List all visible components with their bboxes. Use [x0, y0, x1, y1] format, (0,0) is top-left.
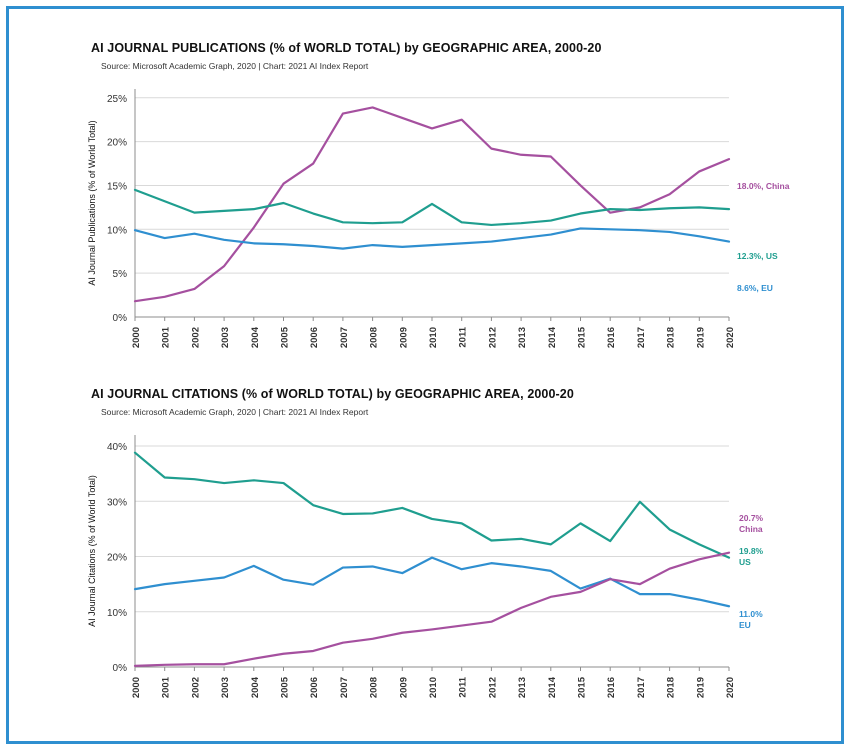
svg-text:2014: 2014	[546, 677, 558, 699]
svg-text:2019: 2019	[695, 327, 707, 349]
plot-area-citations	[13, 425, 839, 725]
svg-text:China: China	[739, 524, 763, 534]
svg-text:2019: 2019	[695, 677, 707, 699]
svg-text:2004: 2004	[249, 677, 261, 699]
svg-text:0%: 0%	[112, 313, 127, 324]
line-chart-citations	[13, 425, 839, 725]
chart-source-citations: Source: Microsoft Academic Graph, 2020 | Chart: 2021 AI Index Report	[101, 407, 369, 417]
svg-text:2016: 2016	[606, 327, 618, 349]
svg-text:2006: 2006	[309, 677, 321, 699]
svg-text:18.0%, China: 18.0%, China	[737, 181, 790, 191]
svg-text:2007: 2007	[338, 327, 350, 349]
svg-text:2017: 2017	[635, 327, 647, 349]
svg-text:2005: 2005	[279, 327, 291, 349]
svg-text:20%: 20%	[106, 137, 127, 149]
svg-text:5%: 5%	[112, 269, 127, 281]
page-title: AI JOURNAL PUBLICATIONS (% of WORLD TOTAL) by GEOGRAPHIC AREA, 2000-20	[91, 41, 602, 55]
svg-text:2003: 2003	[220, 677, 232, 699]
svg-text:10%: 10%	[106, 225, 127, 237]
svg-text:2006: 2006	[309, 327, 321, 349]
svg-text:2012: 2012	[487, 327, 499, 349]
svg-text:US: US	[739, 557, 751, 567]
svg-text:2003: 2003	[220, 327, 232, 349]
line-chart-publications	[13, 79, 839, 369]
svg-text:EU: EU	[739, 620, 751, 630]
svg-text:2018: 2018	[665, 677, 677, 699]
svg-text:2010: 2010	[428, 677, 439, 699]
svg-text:2009: 2009	[398, 677, 410, 699]
svg-text:0%: 0%	[112, 663, 127, 674]
chart-citations	[13, 387, 839, 731]
svg-text:12.3%, US: 12.3%, US	[737, 251, 778, 261]
svg-text:20.7%: 20.7%	[739, 513, 764, 523]
svg-text:2004: 2004	[249, 327, 261, 349]
svg-text:20%: 20%	[106, 552, 127, 564]
svg-text:2009: 2009	[398, 327, 410, 349]
svg-text:2017: 2017	[635, 677, 647, 699]
svg-text:2015: 2015	[576, 327, 588, 349]
page-border	[6, 6, 844, 744]
svg-text:AI Journal Publications (% of: AI Journal Publications (% of World Total)	[87, 120, 97, 286]
svg-text:2014: 2014	[546, 327, 558, 349]
svg-text:2001: 2001	[160, 327, 172, 349]
svg-text:2008: 2008	[368, 677, 380, 699]
svg-text:2020: 2020	[725, 677, 736, 699]
chart-source-publications: Source: Microsoft Academic Graph, 2020 | Chart: 2021 AI Index Report	[101, 61, 369, 71]
svg-text:2001: 2001	[160, 677, 172, 699]
svg-text:40%: 40%	[106, 442, 127, 454]
svg-text:2011: 2011	[457, 327, 469, 348]
svg-text:2013: 2013	[517, 677, 529, 699]
svg-text:2007: 2007	[338, 677, 350, 699]
svg-text:2016: 2016	[606, 677, 618, 699]
svg-text:2008: 2008	[368, 327, 380, 349]
svg-text:30%: 30%	[106, 497, 127, 509]
svg-text:2010: 2010	[428, 327, 439, 349]
svg-text:2002: 2002	[190, 327, 202, 349]
svg-text:2012: 2012	[487, 677, 499, 699]
svg-text:2000: 2000	[131, 677, 142, 699]
svg-text:8.6%, EU: 8.6%, EU	[737, 283, 773, 293]
svg-text:2000: 2000	[131, 327, 142, 349]
chart-title-citations: AI JOURNAL CITATIONS (% of WORLD TOTAL) by GEOGRAPHIC AREA, 2000-20	[91, 387, 574, 401]
svg-text:10%: 10%	[106, 607, 127, 619]
svg-text:15%: 15%	[106, 181, 127, 193]
page-content	[13, 13, 837, 737]
svg-text:AI Journal Citations (% of Wor: AI Journal Citations (% of World Total)	[87, 475, 97, 627]
svg-text:11.0%: 11.0%	[739, 609, 763, 619]
svg-text:2018: 2018	[665, 327, 677, 349]
svg-text:2011: 2011	[457, 677, 469, 698]
chart-publications	[13, 41, 839, 377]
svg-text:2013: 2013	[517, 327, 529, 349]
svg-text:2020: 2020	[725, 327, 736, 349]
plot-area-publications	[13, 79, 839, 369]
svg-text:2015: 2015	[576, 677, 588, 699]
svg-text:2005: 2005	[279, 677, 291, 699]
svg-text:19.8%: 19.8%	[739, 546, 764, 556]
svg-text:2002: 2002	[190, 677, 202, 699]
svg-text:25%: 25%	[106, 93, 127, 105]
